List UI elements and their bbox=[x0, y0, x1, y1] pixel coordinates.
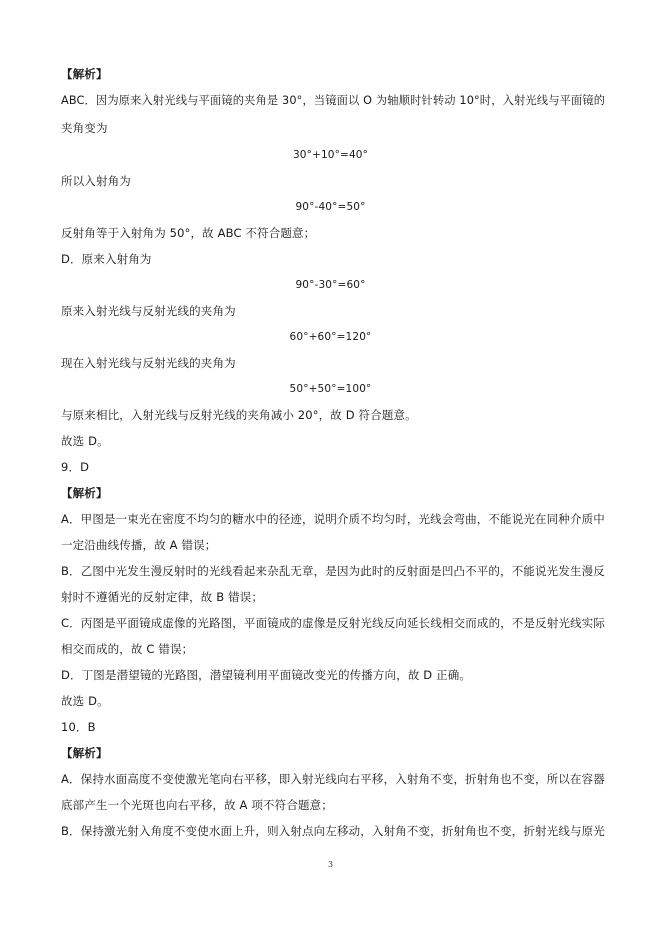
text-line: D．原来入射角为 bbox=[61, 252, 152, 266]
question-number: 9．D bbox=[61, 460, 90, 474]
text-line: 原来入射光线与反射光线的夹角为 bbox=[61, 304, 236, 318]
answer-line: 故选 D。 bbox=[61, 694, 109, 708]
text-line: B．保持激光射入角度不变使水面上升，则入射点向左移动，入射角不变，折射角也不变，折射光线与原光 bbox=[61, 824, 605, 838]
text-line: 射时不遵循光的反射定律，故 B 错误； bbox=[61, 590, 264, 604]
text-line: C．丙图是平面镜成虚像的光路图，平面镜成的虚像是反射光线反向延长线相交而成的，不是反射光线实际 bbox=[61, 616, 606, 630]
analysis-heading: 【解析】 bbox=[61, 746, 108, 760]
equation: 50°+50°=100° bbox=[289, 383, 372, 395]
analysis-heading: 【解析】 bbox=[61, 67, 108, 81]
analysis-heading: 【解析】 bbox=[61, 486, 108, 500]
text-line: 所以入射角为 bbox=[61, 174, 131, 188]
text-line: 现在入射光线与反射光线的夹角为 bbox=[61, 356, 236, 370]
text-line: 相交而成的，故 C 错误； bbox=[61, 642, 194, 656]
equation: 60°+60°=120° bbox=[289, 331, 372, 343]
equation: 90°-40°=50° bbox=[295, 201, 366, 213]
text-line: 一定沿曲线传播，故 A 错误； bbox=[61, 538, 217, 552]
page-number: 3 bbox=[327, 860, 334, 869]
text-line: ABC．因为原来入射光线与平面镜的夹角是 30°，当镜面以 O 为轴顺时针转动 10°时，入射光线与平面镜的 bbox=[61, 94, 606, 107]
text-line: A．甲图是一束光在密度不均匀的糖水中的径迹，说明介质不均匀时，光线会弯曲，不能说光在同种介质中 bbox=[61, 512, 605, 526]
text-line: D．丁图是潜望镜的光路图，潜望镜利用平面镜改变光的传播方向，故 D 正确。 bbox=[61, 668, 472, 682]
text-line: 反射角等于入射角为 50°，故 ABC 不符合题意； bbox=[61, 226, 316, 240]
text-line: B．乙图中光发生漫反射时的光线看起来杂乱无章，是因为此时的反射面是凹凸不平的，不能说光发生漫反 bbox=[61, 564, 605, 578]
text-line: 底部产生一个光斑也向右平移，故 A 项不符合题意； bbox=[61, 798, 333, 812]
question-number: 10．B bbox=[61, 720, 96, 734]
text-line: A．保持水面高度不变使激光笔向右平移，即入射光线向右平移，入射角不变，折射角也不变，所以在容器 bbox=[61, 772, 605, 786]
answer-line: 故选 D。 bbox=[61, 434, 109, 448]
equation: 30°+10°=40° bbox=[292, 149, 369, 161]
equation: 90°-30°=60° bbox=[295, 279, 366, 291]
text-line: 与原来相比，入射光线与反射光线的夹角减小 20°，故 D 符合题意。 bbox=[61, 408, 417, 422]
text-line: 夹角变为 bbox=[61, 121, 108, 135]
